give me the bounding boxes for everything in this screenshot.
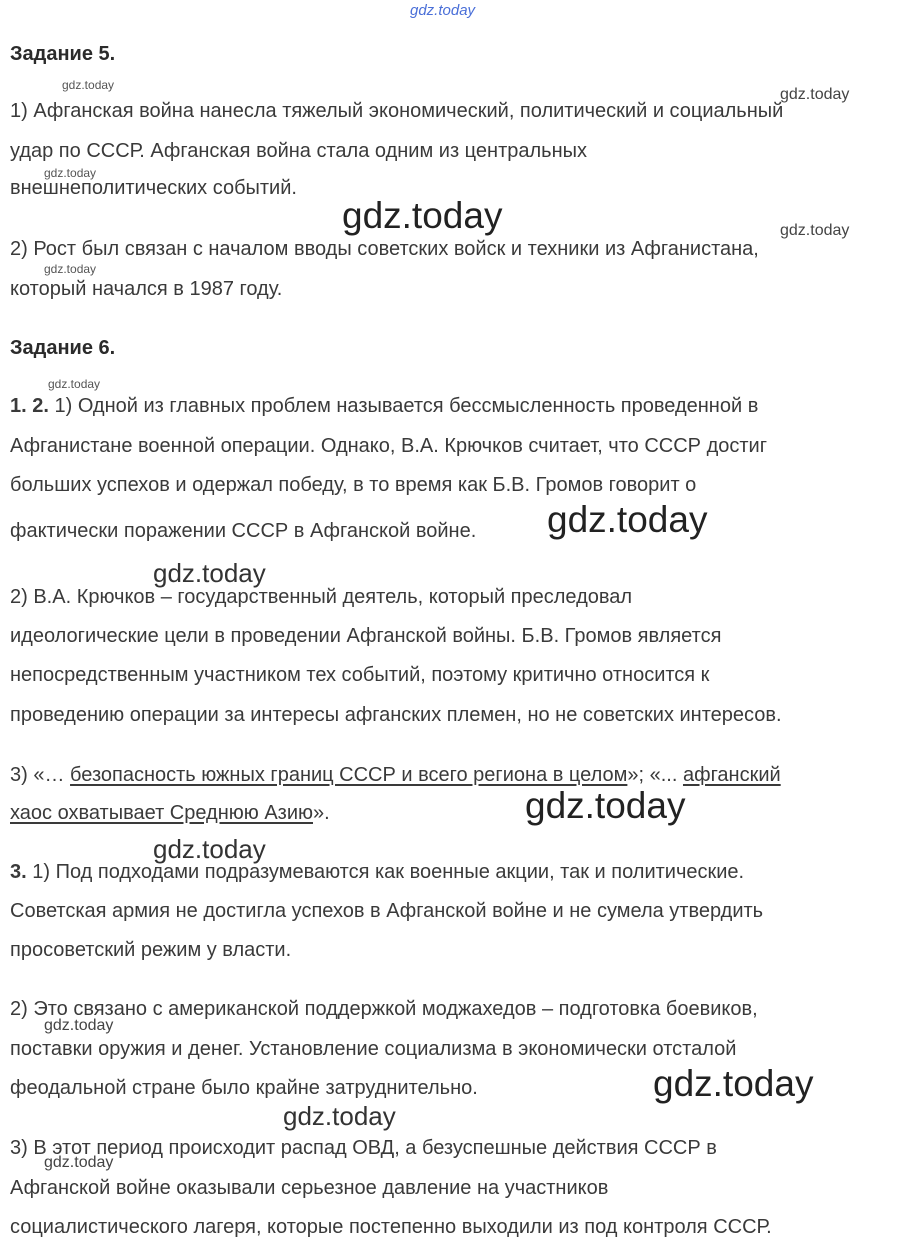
task5-line: внешнеполитических событий.: [10, 177, 297, 199]
task6-q12-line: больших успехов и одержал победу, в то время как Б.В. Громов говорит о: [10, 474, 697, 496]
task6-heading: Задание 6.: [10, 337, 116, 359]
question-number: 3.: [10, 861, 27, 883]
watermark-small: gdz.today: [44, 1154, 114, 1171]
quote-underlined: хаос охватывает Среднюю Азию: [10, 802, 313, 824]
task6-q3-line: феодальной стране было крайне затруднительно.: [10, 1077, 478, 1099]
watermark-small: gdz.today: [62, 78, 115, 92]
text: 3) «…: [10, 764, 71, 786]
watermark-large: gdz.today: [653, 1063, 814, 1104]
watermark-large: gdz.today: [342, 195, 503, 236]
task6-q3-line: [10, 860, 744, 884]
task6-q3-line: поставки оружия и денег. Установление социализма в экономически отсталой: [10, 1038, 737, 1060]
watermark-large: gdz.today: [525, 785, 686, 826]
watermark-medium: gdz.today: [153, 834, 266, 864]
watermark-medium: gdz.today: [283, 1101, 396, 1131]
watermark-small: gdz.today: [48, 377, 101, 391]
watermark-medium: gdz.today: [153, 558, 266, 588]
task6-q12-line: 2) В.А. Крючков – государственный деятель, который преследовал: [10, 586, 633, 608]
task5-line: 2) Рост был связан с началом вводы советских войск и техники из Афганистана,: [10, 238, 759, 260]
task6-q3-line: Афганской войне оказывали серьезное давление на участников: [10, 1177, 609, 1199]
task6-quote-line: [10, 763, 781, 787]
task6-q3-line: социалистического лагеря, которые постепенно выходили из под контроля СССР.: [10, 1216, 772, 1238]
task6-q12-line: непосредственным участником тех событий, поэтому критично относится к: [10, 664, 710, 686]
quote-underlined: безопасность южных границ СССР и всего региона в целом: [70, 764, 628, 786]
watermark-small: gdz.today: [44, 262, 97, 276]
task6-q12-line: идеологические цели в проведении Афганской войны. Б.В. Громов является: [10, 625, 722, 647]
task6-q3-line: Советская армия не достигла успехов в Афганской войне и не сумела утвердить: [10, 900, 764, 922]
text: 1) Под подходами подразумеваются как военные акции, так и политические.: [26, 861, 745, 883]
task5-line: который начался в 1987 году.: [10, 278, 283, 300]
watermark-small: gdz.today: [44, 166, 97, 180]
quote-underlined: афганский: [682, 764, 781, 786]
task6-q12-line: фактически поражении СССР в Афганской войне.: [10, 520, 477, 542]
task5-line: удар по СССР. Афганская война стала одним из центральных: [10, 140, 587, 162]
question-number: 1. 2.: [10, 395, 49, 417]
task6-q3-line: просоветский режим у власти.: [10, 939, 292, 961]
watermark-small: gdz.today: [780, 86, 850, 103]
watermark-large: gdz.today: [547, 499, 708, 540]
text: »; «...: [627, 764, 683, 786]
task6-q3-line: 2) Это связано с американской поддержкой моджахедов – подготовка боевиков,: [10, 998, 758, 1020]
watermark-small: gdz.today: [44, 1017, 114, 1034]
watermark-small: gdz.today: [780, 222, 850, 239]
task5-heading: Задание 5.: [10, 43, 116, 65]
task6-quote-line: [10, 801, 330, 825]
text: 1) Одной из главных проблем называется бессмысленность проведенной в: [48, 395, 759, 417]
task6-q12-line: [10, 394, 758, 418]
task5-line: 1) Афганская война нанесла тяжелый экономический, политический и социальный: [10, 100, 784, 122]
watermark-top: gdz.today: [410, 2, 476, 19]
task6-q12-line: Афганистане военной операции. Однако, В.А. Крючков считает, что СССР достиг: [10, 435, 767, 457]
text: ».: [313, 802, 330, 824]
task6-q12-line: проведению операции за интересы афганских племен, но не советских интересов.: [10, 704, 782, 726]
task6-q3-line: 3) В этот период происходит распад ОВД, а безуспешные действия СССР в: [10, 1137, 717, 1159]
